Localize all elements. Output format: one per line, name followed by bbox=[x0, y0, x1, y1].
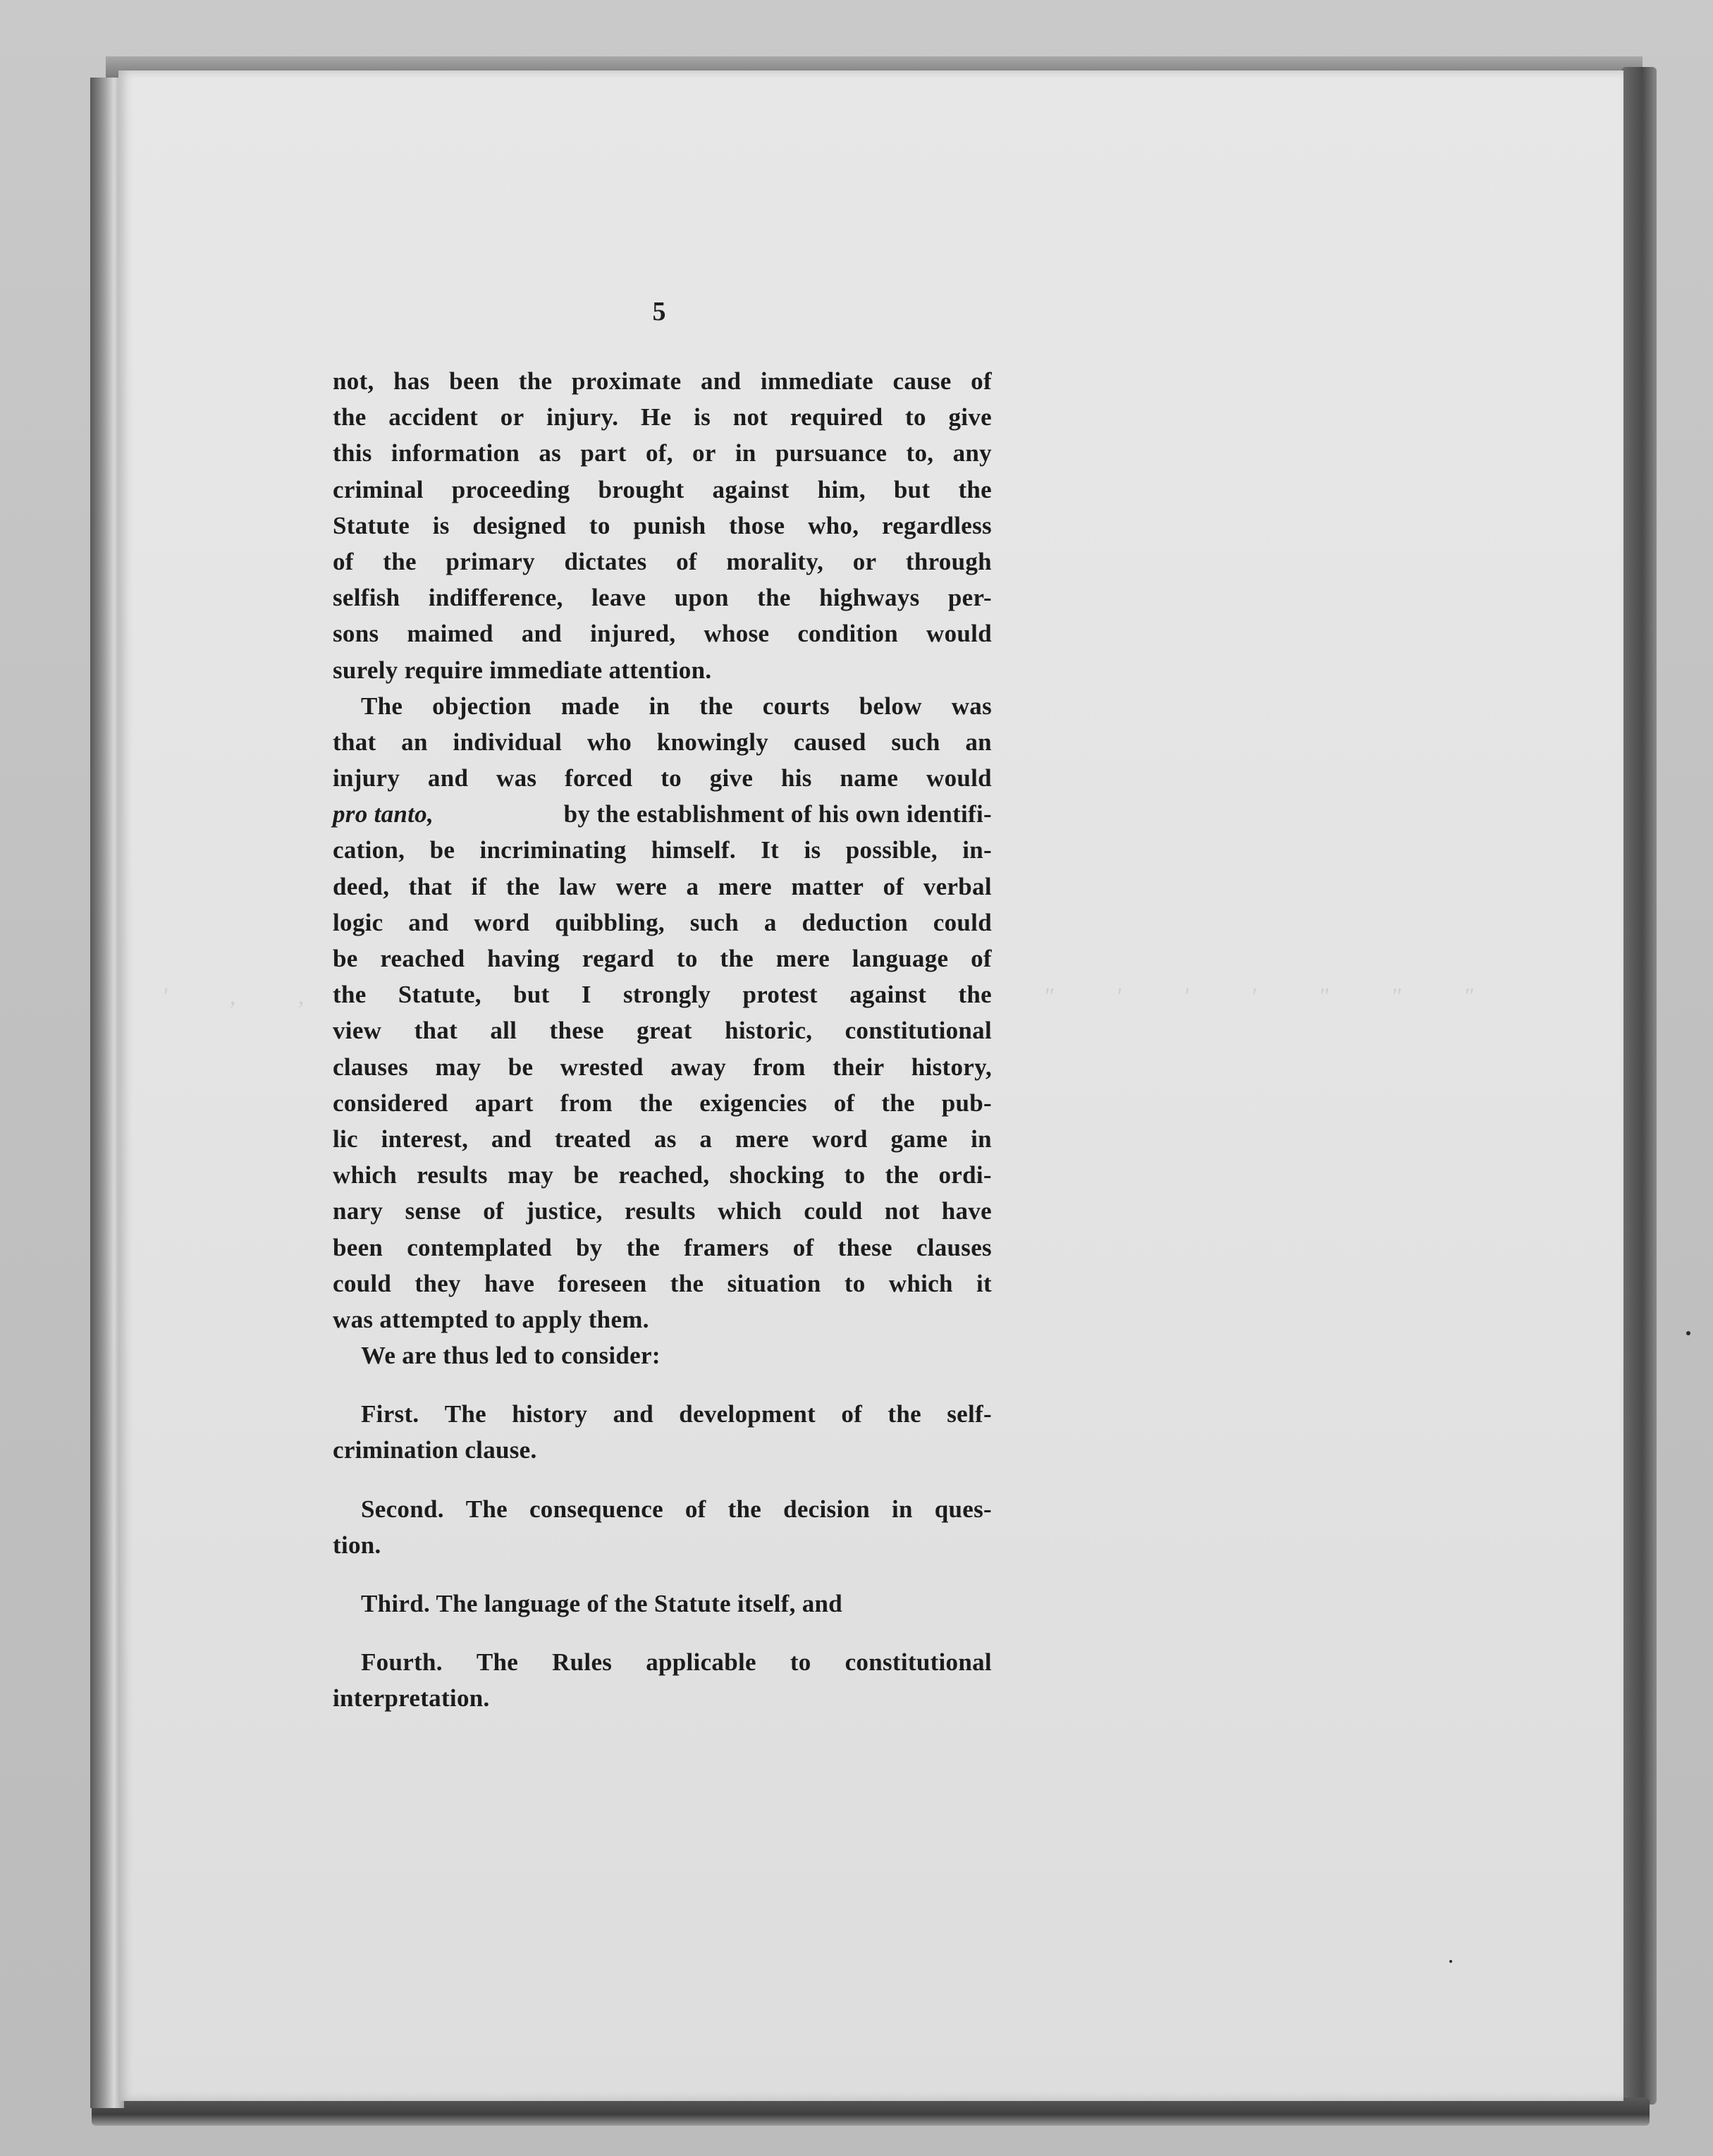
word: as bbox=[653, 1125, 677, 1153]
word: of bbox=[333, 547, 354, 575]
word: sense bbox=[405, 1197, 461, 1225]
word: having bbox=[487, 945, 560, 972]
word: interest, bbox=[381, 1125, 469, 1153]
word: the bbox=[518, 367, 553, 395]
word: consequence bbox=[529, 1495, 663, 1523]
word: the bbox=[885, 1161, 919, 1189]
word: constitutional bbox=[845, 1017, 992, 1045]
word: was bbox=[496, 764, 537, 792]
word: but bbox=[893, 475, 931, 503]
word: the bbox=[757, 584, 791, 612]
word: to, bbox=[906, 439, 934, 467]
word: constitutional bbox=[845, 1648, 992, 1677]
word: these bbox=[549, 1017, 604, 1045]
word: give bbox=[709, 764, 754, 792]
word: as bbox=[539, 439, 562, 467]
text-line bbox=[333, 1085, 992, 1121]
word: forced bbox=[565, 764, 633, 792]
word: the bbox=[333, 981, 367, 1009]
page-number: 5 bbox=[652, 297, 666, 326]
word: highways bbox=[819, 584, 920, 612]
word: The bbox=[476, 1648, 519, 1677]
word: of, bbox=[645, 439, 673, 467]
word: punish bbox=[633, 511, 706, 539]
word: clauses bbox=[333, 1053, 409, 1081]
word: objection bbox=[432, 692, 532, 720]
word: selfish bbox=[333, 584, 400, 612]
word: or bbox=[852, 547, 877, 575]
word: who, bbox=[808, 511, 859, 539]
text-line bbox=[333, 905, 992, 941]
word: maimed bbox=[407, 620, 493, 648]
word: shocking bbox=[729, 1161, 825, 1189]
word: to bbox=[844, 1269, 866, 1297]
show-through-marks-left: ' , , bbox=[162, 984, 333, 1010]
word: nary bbox=[333, 1197, 383, 1225]
word: incriminating bbox=[479, 836, 627, 864]
word: logic bbox=[333, 908, 383, 936]
word: the bbox=[727, 1495, 762, 1523]
word: were bbox=[615, 872, 668, 900]
word: mere bbox=[735, 1125, 790, 1153]
word: been bbox=[449, 367, 500, 395]
word: sons bbox=[333, 620, 379, 648]
word: development bbox=[679, 1400, 816, 1428]
word: himself. bbox=[651, 836, 736, 864]
word: history, bbox=[911, 1053, 992, 1081]
text-line bbox=[333, 580, 992, 615]
word: exigencies bbox=[699, 1089, 807, 1117]
word: they bbox=[415, 1269, 461, 1297]
word: a bbox=[699, 1125, 713, 1153]
word: brought bbox=[598, 475, 684, 503]
word: of bbox=[833, 1089, 855, 1117]
word: accident bbox=[388, 403, 479, 431]
word: lic bbox=[333, 1125, 358, 1153]
word: the bbox=[505, 872, 540, 900]
word: to bbox=[905, 403, 926, 431]
text-line bbox=[333, 435, 992, 471]
word: of bbox=[792, 1233, 814, 1261]
word: could bbox=[804, 1197, 863, 1225]
word: this bbox=[333, 439, 372, 467]
word: of bbox=[841, 1400, 863, 1428]
word: but bbox=[513, 981, 550, 1009]
text-line bbox=[333, 760, 992, 796]
word: of bbox=[971, 945, 992, 972]
word: ques- bbox=[934, 1495, 992, 1523]
word: regardless bbox=[882, 511, 992, 539]
text-line bbox=[333, 1396, 992, 1432]
word: a bbox=[686, 872, 699, 900]
text-line bbox=[333, 508, 992, 544]
consider-intro: We are thus led to consider: bbox=[361, 1342, 661, 1370]
word: Second. bbox=[361, 1495, 444, 1523]
word: historic, bbox=[725, 1017, 813, 1045]
word: to bbox=[844, 1161, 866, 1189]
word: to bbox=[790, 1648, 811, 1677]
text-line-rest: by the establishment of his own identifi- bbox=[563, 800, 992, 828]
word: injury. bbox=[546, 403, 619, 431]
word: justice, bbox=[526, 1197, 603, 1225]
word: The bbox=[444, 1400, 486, 1428]
word: below bbox=[859, 692, 922, 720]
list-item-first bbox=[333, 1396, 992, 1468]
word: against bbox=[849, 981, 927, 1009]
text-line: Third. The language of the Statute itself, and bbox=[361, 1590, 843, 1617]
text-line bbox=[333, 615, 992, 651]
word: the bbox=[888, 1400, 921, 1428]
word: results bbox=[625, 1197, 696, 1225]
word: of bbox=[676, 547, 697, 575]
word: away bbox=[670, 1053, 727, 1081]
document-body bbox=[333, 363, 992, 1717]
word: against bbox=[712, 475, 790, 503]
word: him, bbox=[817, 475, 866, 503]
word: the bbox=[881, 1089, 915, 1117]
word: indifference, bbox=[428, 584, 563, 612]
word: applicable bbox=[646, 1648, 756, 1677]
text-line: interpretation. bbox=[333, 1684, 490, 1713]
word: The bbox=[361, 692, 403, 720]
text-line bbox=[333, 1230, 992, 1266]
word: a bbox=[763, 908, 777, 936]
word: law bbox=[558, 872, 597, 900]
word: these bbox=[837, 1233, 892, 1261]
word: the bbox=[958, 981, 992, 1009]
word: would bbox=[926, 620, 992, 648]
word: proximate bbox=[571, 367, 682, 395]
text-line bbox=[333, 976, 992, 1012]
word: may bbox=[435, 1053, 481, 1081]
text-line bbox=[333, 399, 992, 435]
word: in bbox=[971, 1125, 992, 1153]
word: injury bbox=[333, 764, 400, 792]
word: which bbox=[333, 1161, 397, 1189]
text-line bbox=[333, 941, 992, 976]
word: have bbox=[941, 1197, 992, 1225]
word: their bbox=[833, 1053, 885, 1081]
word: word bbox=[474, 908, 530, 936]
word: who bbox=[587, 728, 632, 756]
word: immediate bbox=[760, 367, 873, 395]
word: been bbox=[333, 1233, 383, 1261]
dust-speck bbox=[1449, 1960, 1452, 1963]
word: quibbling, bbox=[555, 908, 665, 936]
word: the bbox=[670, 1269, 704, 1297]
text-line: was attempted to apply them. bbox=[333, 1305, 649, 1333]
text-line bbox=[333, 363, 992, 399]
word: his bbox=[780, 764, 812, 792]
word: is bbox=[694, 403, 711, 431]
word: language bbox=[852, 945, 949, 972]
word: from bbox=[753, 1053, 806, 1081]
word: self- bbox=[947, 1400, 992, 1428]
paragraph bbox=[333, 688, 992, 1337]
word: leave bbox=[591, 584, 646, 612]
word: and bbox=[521, 620, 563, 648]
word: pub- bbox=[941, 1089, 992, 1117]
word: regard bbox=[582, 945, 655, 972]
italic-phrase: pro tanto, bbox=[333, 800, 434, 828]
word: the bbox=[333, 403, 367, 431]
word: Statute, bbox=[398, 981, 481, 1009]
word: clauses bbox=[916, 1233, 992, 1261]
word: not bbox=[732, 403, 768, 431]
paragraph bbox=[333, 363, 992, 688]
word: by bbox=[576, 1233, 603, 1261]
word: contemplated bbox=[407, 1233, 552, 1261]
show-through-marks-right: " ' ' ' " " " bbox=[1043, 984, 1502, 1010]
word: results bbox=[417, 1161, 488, 1189]
word: of bbox=[971, 367, 992, 395]
word: ordi- bbox=[938, 1161, 992, 1189]
word: of bbox=[483, 1197, 504, 1225]
spacer bbox=[333, 1469, 992, 1491]
word: possible, bbox=[845, 836, 938, 864]
word: be bbox=[333, 945, 358, 972]
word: and bbox=[491, 1125, 532, 1153]
word: The bbox=[465, 1495, 508, 1523]
word: such bbox=[891, 728, 940, 756]
word: may bbox=[508, 1161, 554, 1189]
word: apart bbox=[474, 1089, 534, 1117]
word: that bbox=[408, 872, 453, 900]
word: the bbox=[626, 1233, 661, 1261]
word: treated bbox=[554, 1125, 632, 1153]
word: foreseen bbox=[558, 1269, 647, 1297]
word: verbal bbox=[923, 872, 992, 900]
word: It bbox=[761, 836, 780, 864]
word: any bbox=[952, 439, 992, 467]
text-line bbox=[333, 1266, 992, 1301]
word: in- bbox=[962, 836, 992, 864]
word: the bbox=[699, 692, 733, 720]
word: knowingly bbox=[656, 728, 769, 756]
word: pursuance bbox=[775, 439, 888, 467]
word: dictates bbox=[564, 547, 647, 575]
word: has bbox=[393, 367, 430, 395]
word: Fourth. bbox=[361, 1648, 443, 1677]
word: which bbox=[888, 1269, 953, 1297]
word: per- bbox=[947, 584, 992, 612]
word: which bbox=[718, 1197, 782, 1225]
word: that bbox=[333, 728, 376, 756]
word: the bbox=[958, 475, 992, 503]
word: to bbox=[676, 945, 698, 972]
word: I bbox=[581, 981, 591, 1009]
word: required bbox=[790, 403, 883, 431]
word: in bbox=[735, 439, 756, 467]
word: could bbox=[933, 908, 992, 936]
word: morality, bbox=[726, 547, 824, 575]
word: would bbox=[926, 764, 992, 792]
word: word bbox=[811, 1125, 868, 1153]
word: information bbox=[391, 439, 520, 467]
word: strongly bbox=[622, 981, 711, 1009]
spacer bbox=[333, 1373, 992, 1396]
word: such bbox=[689, 908, 739, 936]
word: designed bbox=[472, 511, 567, 539]
word: upon bbox=[674, 584, 729, 612]
list-item-fourth bbox=[333, 1644, 992, 1716]
word: an bbox=[401, 728, 428, 756]
text-line bbox=[333, 724, 992, 760]
word: and bbox=[427, 764, 469, 792]
word: that bbox=[414, 1017, 458, 1045]
word: part bbox=[580, 439, 627, 467]
word: Statute bbox=[333, 511, 410, 539]
word: if bbox=[471, 872, 487, 900]
word: protest bbox=[742, 981, 818, 1009]
word: an bbox=[965, 728, 992, 756]
word: and bbox=[408, 908, 449, 936]
page-right-edge-shadow bbox=[1621, 67, 1657, 2105]
word: is bbox=[804, 836, 821, 864]
text-line: surely require immediate attention. bbox=[333, 656, 712, 684]
word: individual bbox=[453, 728, 563, 756]
word: condition bbox=[797, 620, 899, 648]
text-line bbox=[333, 1193, 992, 1229]
word: have bbox=[484, 1269, 535, 1297]
word: be bbox=[508, 1053, 534, 1081]
text-line bbox=[333, 869, 992, 905]
word: wrested bbox=[560, 1053, 644, 1081]
list-item-second bbox=[333, 1491, 992, 1563]
word: matter bbox=[791, 872, 864, 900]
word: it bbox=[976, 1269, 992, 1297]
text-line bbox=[333, 1012, 992, 1048]
word: criminal bbox=[333, 475, 424, 503]
word: to bbox=[661, 764, 682, 792]
word: mere bbox=[775, 945, 830, 972]
word: not bbox=[884, 1197, 920, 1225]
text-line bbox=[333, 1121, 992, 1157]
word: courts bbox=[762, 692, 830, 720]
word: the bbox=[720, 945, 754, 972]
text-line: tion. bbox=[333, 1531, 381, 1559]
word: game bbox=[890, 1125, 948, 1153]
word: not, bbox=[333, 367, 374, 395]
word: deed, bbox=[333, 872, 390, 900]
text-line bbox=[333, 688, 992, 724]
list-item-third bbox=[333, 1586, 992, 1622]
word: from bbox=[560, 1089, 613, 1117]
word: cation, bbox=[333, 836, 405, 864]
word: could bbox=[333, 1269, 392, 1297]
word: was bbox=[951, 692, 992, 720]
word: caused bbox=[793, 728, 866, 756]
word: be bbox=[429, 836, 455, 864]
text-line bbox=[333, 832, 992, 868]
text-line bbox=[333, 796, 992, 832]
word: in bbox=[649, 692, 670, 720]
word: deduction bbox=[802, 908, 908, 936]
word: of bbox=[883, 872, 904, 900]
word: in bbox=[891, 1495, 913, 1523]
word: is bbox=[432, 511, 450, 539]
text-line bbox=[333, 1644, 992, 1680]
word: great bbox=[637, 1017, 692, 1045]
text-line bbox=[333, 1491, 992, 1527]
text-line bbox=[333, 1049, 992, 1085]
word: or bbox=[500, 403, 524, 431]
word: framers bbox=[684, 1233, 769, 1261]
word: He bbox=[641, 403, 672, 431]
word: injured, bbox=[590, 620, 676, 648]
word: reached, bbox=[618, 1161, 710, 1189]
word: the bbox=[639, 1089, 673, 1117]
word: the bbox=[383, 547, 417, 575]
text-line bbox=[333, 1157, 992, 1193]
spacer bbox=[333, 1563, 992, 1586]
word: and bbox=[700, 367, 742, 395]
text-line bbox=[333, 472, 992, 508]
word: of bbox=[684, 1495, 706, 1523]
word: primary bbox=[446, 547, 535, 575]
word: or bbox=[692, 439, 716, 467]
text-line bbox=[333, 544, 992, 580]
word: through bbox=[905, 547, 992, 575]
word: mere bbox=[718, 872, 773, 900]
text-line: crimination clause. bbox=[333, 1436, 537, 1464]
word: considered bbox=[333, 1089, 448, 1117]
word: reached bbox=[380, 945, 465, 972]
word: name bbox=[840, 764, 899, 792]
word: cause bbox=[892, 367, 952, 395]
word: be bbox=[573, 1161, 599, 1189]
word: history bbox=[512, 1400, 588, 1428]
dust-speck bbox=[1686, 1331, 1690, 1335]
word: situation bbox=[727, 1269, 821, 1297]
word: Rules bbox=[552, 1648, 613, 1677]
word: to bbox=[589, 511, 610, 539]
word: First. bbox=[361, 1400, 419, 1428]
spacer bbox=[333, 1622, 992, 1644]
page-bottom-edge-shadow bbox=[92, 2097, 1650, 2126]
word: those bbox=[729, 511, 785, 539]
word: proceeding bbox=[451, 475, 570, 503]
word: whose bbox=[704, 620, 770, 648]
word: view bbox=[333, 1017, 382, 1045]
word: all bbox=[490, 1017, 517, 1045]
word: give bbox=[948, 403, 992, 431]
word: decision bbox=[783, 1495, 871, 1523]
word: and bbox=[613, 1400, 653, 1428]
word: made bbox=[560, 692, 620, 720]
